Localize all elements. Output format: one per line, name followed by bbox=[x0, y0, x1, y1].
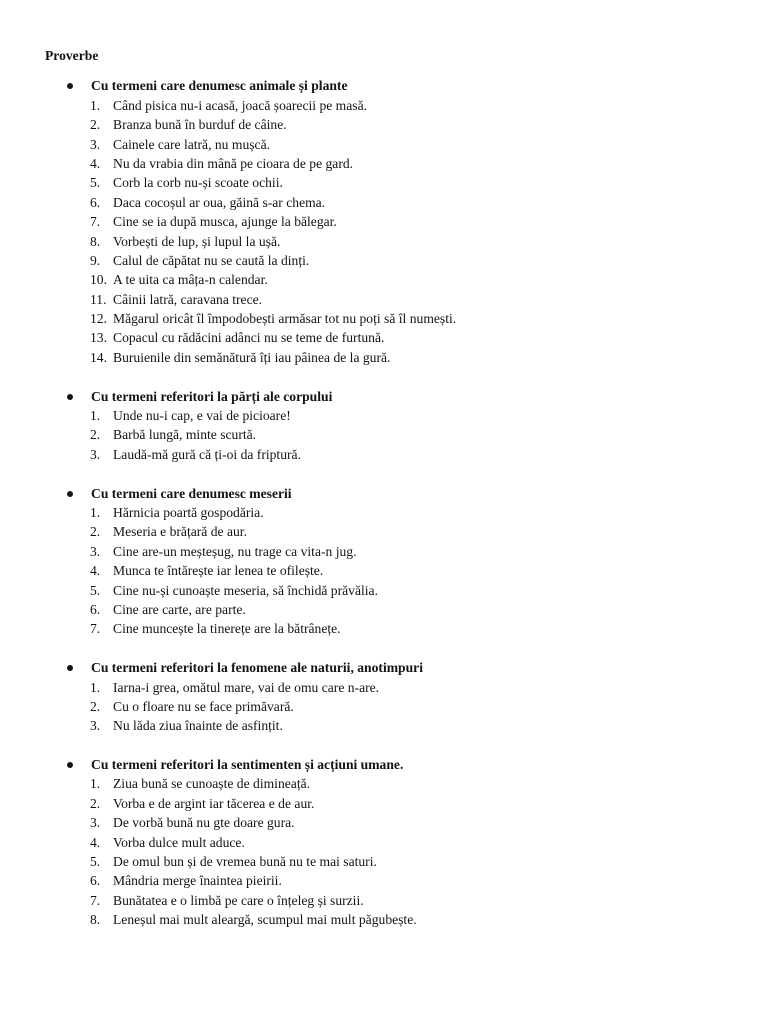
list-item-number: 6. bbox=[90, 601, 101, 617]
list-item bbox=[0, 561, 768, 580]
list-item-text: De omul bun și de vremea bună nu te mai saturi. bbox=[113, 854, 377, 870]
list-item bbox=[0, 600, 768, 619]
list-item-number: 12. bbox=[90, 311, 107, 327]
list-item-number: 1. bbox=[90, 679, 101, 695]
list-item bbox=[0, 871, 768, 890]
list-item bbox=[0, 115, 768, 134]
list-item-number: 14. bbox=[90, 349, 107, 365]
list-item-text: Cainele care latră, nu mușcă. bbox=[113, 136, 271, 152]
list-item bbox=[0, 774, 768, 793]
list-item-text: Vorbești de lup, și lupul la ușă. bbox=[113, 233, 281, 249]
list-item-text: Cine muncește la tinerețe are la bătrânețe. bbox=[113, 621, 341, 637]
list-item-text: Calul de căpătat nu se caută la dinți. bbox=[113, 252, 310, 268]
list-item-text: Leneșul mai mult aleargă, scumpul mai mult păgubește. bbox=[113, 912, 417, 928]
page-title: Proverbe bbox=[45, 47, 99, 63]
list-item-number: 10. bbox=[90, 272, 107, 288]
list-item-text: A te uita ca mâța-n calendar. bbox=[113, 272, 268, 288]
proverb-sections bbox=[0, 76, 768, 949]
section-heading-text: Cu termeni referitori la părți ale corpului bbox=[91, 388, 333, 404]
list-item-number: 9. bbox=[90, 252, 101, 268]
section-heading bbox=[0, 76, 768, 95]
list-item bbox=[0, 290, 768, 309]
list-item-number: 8. bbox=[90, 912, 101, 928]
list-item-text: Branza bună în burduf de câine. bbox=[113, 117, 287, 133]
list-item-number: 1. bbox=[90, 97, 101, 113]
list-item bbox=[0, 542, 768, 561]
list-item bbox=[0, 348, 768, 367]
list-item bbox=[0, 193, 768, 212]
list-item-number: 3. bbox=[90, 543, 101, 559]
list-item-text: Hărnicia poartă gospodăria. bbox=[113, 504, 264, 520]
bullet-icon bbox=[67, 665, 73, 671]
section-heading bbox=[0, 658, 768, 677]
list-item-text: Cine are carte, are parte. bbox=[113, 601, 246, 617]
list-item-text: Nu da vrabia din mână pe cioara de pe gard. bbox=[113, 155, 354, 171]
bullet-icon bbox=[67, 83, 73, 89]
list-item-number: 4. bbox=[90, 155, 101, 171]
list-item bbox=[0, 891, 768, 910]
bullet-icon bbox=[67, 491, 73, 497]
list-item bbox=[0, 794, 768, 813]
list-item-text: Când pisica nu-i acasă, joacă șoarecii pe masă. bbox=[113, 97, 368, 113]
list-item bbox=[0, 406, 768, 425]
list-item-text: Cine nu-și cunoaște meseria, să închidă prăvălia. bbox=[113, 582, 378, 598]
list-item bbox=[0, 251, 768, 270]
list-item-number: 3. bbox=[90, 718, 101, 734]
list-item-text: Daca cocoșul ar oua, găină s-ar chema. bbox=[113, 194, 326, 210]
list-item bbox=[0, 697, 768, 716]
list-item-number: 13. bbox=[90, 330, 107, 346]
list-item-text: Unde nu-i cap, e vai de picioare! bbox=[113, 408, 291, 424]
list-item-text: Nu lăda ziua înainte de asfințit. bbox=[113, 718, 283, 734]
list-item-number: 4. bbox=[90, 563, 101, 579]
list-item-text: Cine se ia după musca, ajunge la bălegar. bbox=[113, 214, 337, 230]
list-item-number: 7. bbox=[90, 621, 101, 637]
section-heading-text: Cu termeni care denumesc meserii bbox=[91, 485, 292, 501]
list-item bbox=[0, 270, 768, 289]
section-heading-text: Cu termeni referitori la fenomene ale naturii, anotimpuri bbox=[91, 660, 423, 676]
list-item-text: Meseria e brățară de aur. bbox=[113, 524, 247, 540]
proverb-section bbox=[0, 755, 768, 930]
list-item bbox=[0, 503, 768, 522]
list-item bbox=[0, 716, 768, 735]
bullet-icon bbox=[67, 394, 73, 400]
list-item bbox=[0, 232, 768, 251]
list-item bbox=[0, 445, 768, 464]
list-item-text: De vorbă bună nu gte doare gura. bbox=[113, 815, 295, 831]
list-item-number: 8. bbox=[90, 233, 101, 249]
list-item-number: 11. bbox=[90, 291, 107, 307]
section-heading bbox=[0, 755, 768, 774]
list-item-number: 2. bbox=[90, 427, 101, 443]
list-item bbox=[0, 581, 768, 600]
bullet-icon bbox=[67, 762, 73, 768]
list-item-text: Copacul cu rădăcini adânci nu se teme de furtună. bbox=[113, 330, 385, 346]
list-item-text: Barbă lungă, minte scurtă. bbox=[113, 427, 257, 443]
proverb-section bbox=[0, 484, 768, 639]
list-item-number: 1. bbox=[90, 408, 101, 424]
list-item bbox=[0, 154, 768, 173]
section-heading bbox=[0, 484, 768, 503]
list-item-number: 2. bbox=[90, 524, 101, 540]
list-item-number: 7. bbox=[90, 892, 101, 908]
section-heading-text: Cu termeni referitori la sentimenten și acțiuni umane. bbox=[91, 757, 404, 773]
list-item-text: Corb la corb nu-și scoate ochii. bbox=[113, 175, 283, 191]
list-item bbox=[0, 813, 768, 832]
list-item bbox=[0, 852, 768, 871]
list-item bbox=[0, 522, 768, 541]
list-item-text: Iarna-i grea, omătul mare, vai de omu care n-are. bbox=[113, 679, 380, 695]
list-item bbox=[0, 135, 768, 154]
list-item bbox=[0, 212, 768, 231]
list-item-number: 3. bbox=[90, 136, 101, 152]
list-item-text: Câinii latră, caravana trece. bbox=[113, 291, 263, 307]
list-item-text: Bunătatea e o limbă pe care o înțeleg și surzii. bbox=[113, 892, 364, 908]
list-item-text: Vorba dulce mult aduce. bbox=[113, 834, 245, 850]
section-heading-text: Cu termeni care denumesc animale și plante bbox=[91, 78, 348, 94]
list-item-number: 5. bbox=[90, 175, 101, 191]
list-item bbox=[0, 910, 768, 929]
list-item-number: 2. bbox=[90, 698, 101, 714]
list-item-number: 4. bbox=[90, 834, 101, 850]
list-item bbox=[0, 173, 768, 192]
proverb-section bbox=[0, 76, 768, 367]
list-item-number: 2. bbox=[90, 795, 101, 811]
list-item bbox=[0, 833, 768, 852]
list-item bbox=[0, 425, 768, 444]
list-item-number: 3. bbox=[90, 446, 101, 462]
list-item-text: Buruienile din semănătură îți iau pâinea de la gură. bbox=[113, 349, 391, 365]
list-item-number: 6. bbox=[90, 873, 101, 889]
list-item-text: Cine are-un meșteșug, nu trage ca vita-n jug. bbox=[113, 543, 357, 559]
list-item-number: 2. bbox=[90, 117, 101, 133]
list-item-number: 3. bbox=[90, 815, 101, 831]
list-item-number: 5. bbox=[90, 582, 101, 598]
list-item-number: 6. bbox=[90, 194, 101, 210]
list-item-text: Măgarul oricât îl împodobești armăsar tot nu poți să îl numești. bbox=[113, 311, 457, 327]
list-item-number: 5. bbox=[90, 854, 101, 870]
list-item-text: Cu o floare nu se face primăvară. bbox=[113, 698, 294, 714]
list-item-number: 1. bbox=[90, 776, 101, 792]
proverb-section bbox=[0, 658, 768, 736]
list-item-number: 7. bbox=[90, 214, 101, 230]
list-item-text: Munca te întărește iar lenea te ofilește. bbox=[113, 563, 324, 579]
list-item-text: Laudă-mă gură că ți-oi da friptură. bbox=[113, 446, 301, 462]
list-item-text: Vorba e de argint iar tăcerea e de aur. bbox=[113, 795, 315, 811]
list-item bbox=[0, 678, 768, 697]
proverb-section bbox=[0, 387, 768, 465]
list-item bbox=[0, 328, 768, 347]
list-item-number: 1. bbox=[90, 504, 101, 520]
list-item bbox=[0, 309, 768, 328]
list-item-text: Mândria merge înaintea pieirii. bbox=[113, 873, 282, 889]
list-item-text: Ziua bună se cunoaște de dimineață. bbox=[113, 776, 311, 792]
list-item bbox=[0, 619, 768, 638]
section-heading bbox=[0, 387, 768, 406]
list-item bbox=[0, 96, 768, 115]
